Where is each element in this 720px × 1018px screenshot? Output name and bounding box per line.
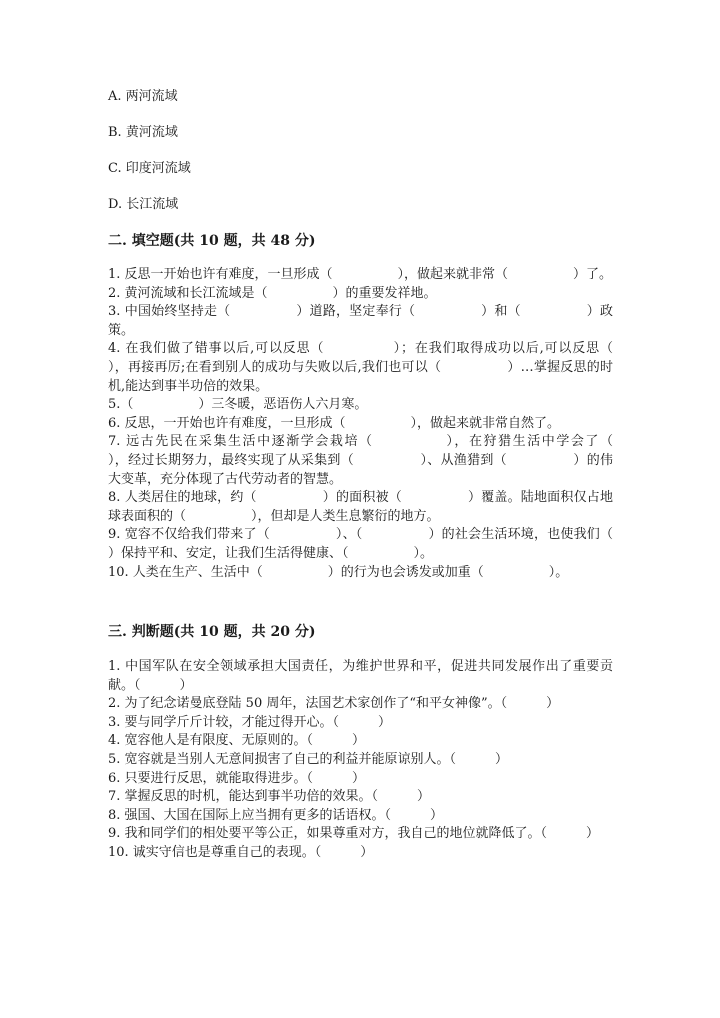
fill-in-question: 8. 人类居住的地球，约（ ）的面积被（ ）覆盖。陆地面积仅占地球表面积的（ ），但却是人类生息繁衍的地方。	[108, 490, 613, 524]
fill-in-question: 5.（ ）三冬暖，恶语伤人六月寒。	[108, 397, 368, 413]
fill-in-section-title: 二. 填空题(共 10 题，共 48 分)	[108, 233, 316, 249]
true-false-question: 3. 要与同学斤斤计较，才能过得开心。（ ）	[108, 714, 392, 730]
fill-in-question-list	[108, 266, 679, 582]
true-false-question: 5. 宽容就是当别人无意间损害了自己的利益并能原谅别人。（ ）	[108, 751, 509, 767]
option-b: B. 黄河流域	[108, 125, 178, 140]
option-d: D. 长江流域	[108, 197, 179, 212]
fill-in-question: 9. 宽容不仅给我们带来了（ ）、（ ）的社会生活环境，也使我们（ ）保持平和、安定，让我们生活得健康、（ ）。	[108, 527, 679, 561]
fill-in-question: 6. 反思，一开始也许有难度，一旦形成（ ），做起来就非常自然了。	[108, 415, 561, 431]
option-a: A. 两河流域	[108, 89, 178, 104]
true-false-question: 9. 我和同学们的相处要平等公正，如果尊重对方，我自己的地位就降低了。（ ）	[108, 826, 600, 842]
answer-options	[108, 88, 608, 232]
fill-in-question: 4. 在我们做了错事以后,可以反思（ ）；在我们取得成功以后,可以反思（ ），再接再厉;在看到别人的成功与失败以后,我们也可以（ ）…掌握反思的时机,能达到事半功倍的效果。	[108, 341, 679, 394]
true-false-section-title: 三. 判断题(共 10 题，共 20 分)	[108, 624, 316, 640]
fill-in-question: 2. 黄河流域和长江流域是（ ）的重要发祥地。	[108, 285, 437, 301]
fill-in-question: 3. 中国始终坚持走（ ）道路，坚定奉行（ ）和（ ）政策。	[108, 304, 613, 338]
fill-in-question: 7. 远古先民在采集生活中逐渐学会栽培（ ），在狩猎生活中学会了（ ），经过长期努力，最终实现了从采集到（ ）、从渔猎到（ ）的伟大变革，充分体现了古代劳动者的智慧。	[108, 434, 679, 487]
fill-in-question: 10. 人类在生产、生活中（ ）的行为也会诱发或加重（ ）。	[108, 564, 569, 580]
true-false-question: 7. 掌握反思的时机，能达到事半功倍的效果。（ ）	[108, 789, 431, 805]
true-false-question: 8. 强国、大国在国际上应当拥有更多的话语权。（ ）	[108, 807, 444, 823]
true-false-question: 6. 只要进行反思，就能取得进步。（ ）	[108, 770, 366, 786]
true-false-question: 2. 为了纪念诺曼底登陆 50 周年，法国艺术家创作了“和平女神像”。（ ）	[108, 696, 560, 712]
true-false-question: 10. 诚实守信也是尊重自己的表现。（ ）	[108, 844, 374, 860]
true-false-question-list	[108, 658, 613, 863]
true-false-question: 4. 宽容他人是有限度、无原则的。（ ）	[108, 733, 366, 749]
option-c: C. 印度河流域	[108, 161, 191, 176]
true-false-question: 1. 中国军队在安全领域承担大国责任，为维护世界和平，促进共同发展作出了重要贡献。（ ）	[108, 659, 613, 693]
fill-in-question: 1. 反思一开始也许有难度，一旦形成（ ），做起来就非常（ ）了。	[108, 267, 613, 282]
